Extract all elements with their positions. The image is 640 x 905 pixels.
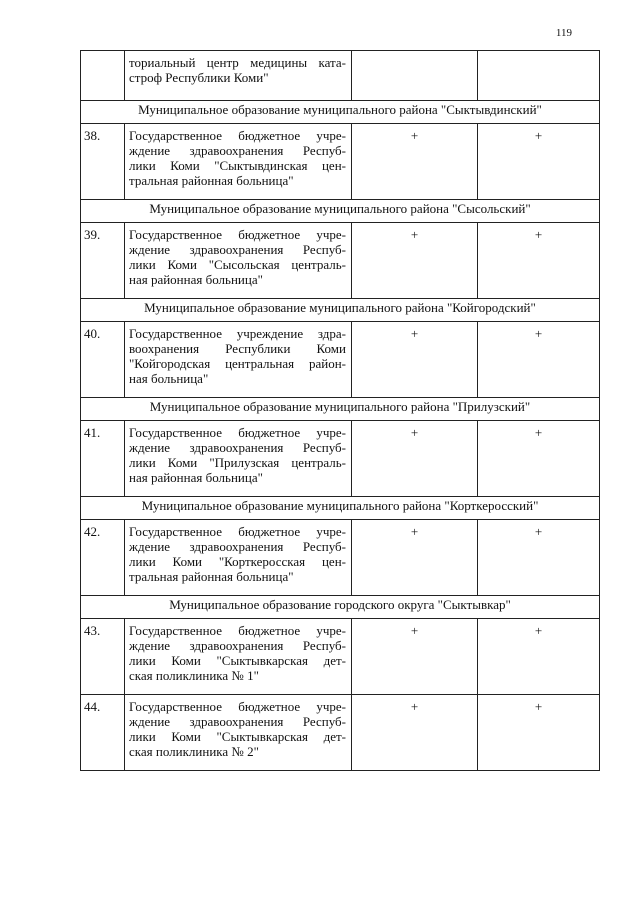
institution-name <box>125 695 352 771</box>
mark-column-2: + <box>478 520 600 596</box>
mark-column-2: + <box>478 124 600 200</box>
institution-name <box>125 322 352 398</box>
institution-name-line: строф Республики Коми" <box>129 70 269 85</box>
table-row <box>81 124 600 200</box>
section-title: Муниципальное образование муниципального района "Койгородский" <box>81 299 600 322</box>
row-number: 44. <box>81 695 125 771</box>
institution-name-line: "Койгородская центральная район- <box>129 356 346 371</box>
institution-name-line: ждение здравоохранения Респуб- <box>129 714 346 729</box>
mark-column-2: + <box>478 223 600 299</box>
section-header-row <box>81 398 600 421</box>
row-number: 40. <box>81 322 125 398</box>
institution-name-line: лики Коми "Сыктывкарская дет- <box>129 653 346 668</box>
mark-column-2: + <box>478 695 600 771</box>
section-header-row <box>81 101 600 124</box>
mark-column-1: + <box>352 695 478 771</box>
section-title: Муниципальное образование муниципального района "Прилузский" <box>81 398 600 421</box>
table-row <box>81 421 600 497</box>
table-row <box>81 51 600 101</box>
row-number: 38. <box>81 124 125 200</box>
table-row <box>81 520 600 596</box>
institution-name-line: Государственное учреждение здра- <box>129 326 346 341</box>
institution-name-line: воохранения Республики Коми <box>129 341 346 356</box>
institution-name-line: ская поликлиника № 1" <box>129 668 259 683</box>
section-header-row <box>81 497 600 520</box>
institution-name-line: лики Коми "Сыктывдинская цен- <box>129 158 346 173</box>
institution-name-line: лики Коми "Корткеросская цен- <box>129 554 346 569</box>
section-header-row <box>81 299 600 322</box>
section-header-row <box>81 596 600 619</box>
mark-column-1: + <box>352 619 478 695</box>
section-title: Муниципальное образование муниципального района "Сыктывдинский" <box>81 101 600 124</box>
institution-name-line: лики Коми "Сыктывкарская дет- <box>129 729 346 744</box>
institutions-table-body <box>81 51 600 771</box>
institution-name-line: ская поликлиника № 2" <box>129 744 259 759</box>
institution-name-line: лики Коми "Прилузская централь- <box>129 455 346 470</box>
institution-name <box>125 223 352 299</box>
row-number <box>81 51 125 101</box>
mark-column-1: + <box>352 124 478 200</box>
section-title: Муниципальное образование городского округа "Сыктывкар" <box>81 596 600 619</box>
institution-name-line: ждение здравоохранения Респуб- <box>129 539 346 554</box>
institution-name-line: тральная районная больница" <box>129 569 294 584</box>
mark-column-2: + <box>478 421 600 497</box>
institution-name <box>125 124 352 200</box>
institutions-table <box>80 50 600 771</box>
section-title: Муниципальное образование муниципального района "Корткеросский" <box>81 497 600 520</box>
institution-name-line: ная больница" <box>129 371 209 386</box>
mark-column-1 <box>352 51 478 101</box>
institution-name-line: ная районная больница" <box>129 272 263 287</box>
institution-name-line: Государственное бюджетное учре- <box>129 227 346 242</box>
mark-column-1: + <box>352 223 478 299</box>
institution-name <box>125 51 352 101</box>
institution-name-line: лики Коми "Сысольская централь- <box>129 257 346 272</box>
mark-column-1: + <box>352 322 478 398</box>
institution-name-line: Государственное бюджетное учре- <box>129 524 346 539</box>
institution-name-line: Государственное бюджетное учре- <box>129 128 346 143</box>
row-number: 42. <box>81 520 125 596</box>
institution-name-line: ждение здравоохранения Респуб- <box>129 143 346 158</box>
mark-column-2 <box>478 51 600 101</box>
institution-name <box>125 421 352 497</box>
row-number: 41. <box>81 421 125 497</box>
mark-column-2: + <box>478 322 600 398</box>
institution-name-line: тральная районная больница" <box>129 173 294 188</box>
section-header-row <box>81 200 600 223</box>
institution-name <box>125 619 352 695</box>
mark-column-2: + <box>478 619 600 695</box>
row-number: 43. <box>81 619 125 695</box>
institution-name-line: ждение здравоохранения Респуб- <box>129 638 346 653</box>
mark-column-1: + <box>352 520 478 596</box>
table-row <box>81 695 600 771</box>
institution-name-line: ждение здравоохранения Респуб- <box>129 440 346 455</box>
institution-name-line: Государственное бюджетное учре- <box>129 623 346 638</box>
institution-name-line: ная районная больница" <box>129 470 263 485</box>
page-number: 119 <box>555 27 572 39</box>
mark-column-1: + <box>352 421 478 497</box>
institution-name-line: Государственное бюджетное учре- <box>129 425 346 440</box>
institutions-table-wrap <box>80 50 599 771</box>
table-row <box>81 322 600 398</box>
section-title: Муниципальное образование муниципального района "Сысольский" <box>81 200 600 223</box>
institution-name-line: Государственное бюджетное учре- <box>129 699 346 714</box>
institution-name-line: ждение здравоохранения Респуб- <box>129 242 346 257</box>
table-row <box>81 223 600 299</box>
row-number: 39. <box>81 223 125 299</box>
table-row <box>81 619 600 695</box>
institution-name-line: ториальный центр медицины ката- <box>129 55 346 70</box>
institution-name <box>125 520 352 596</box>
